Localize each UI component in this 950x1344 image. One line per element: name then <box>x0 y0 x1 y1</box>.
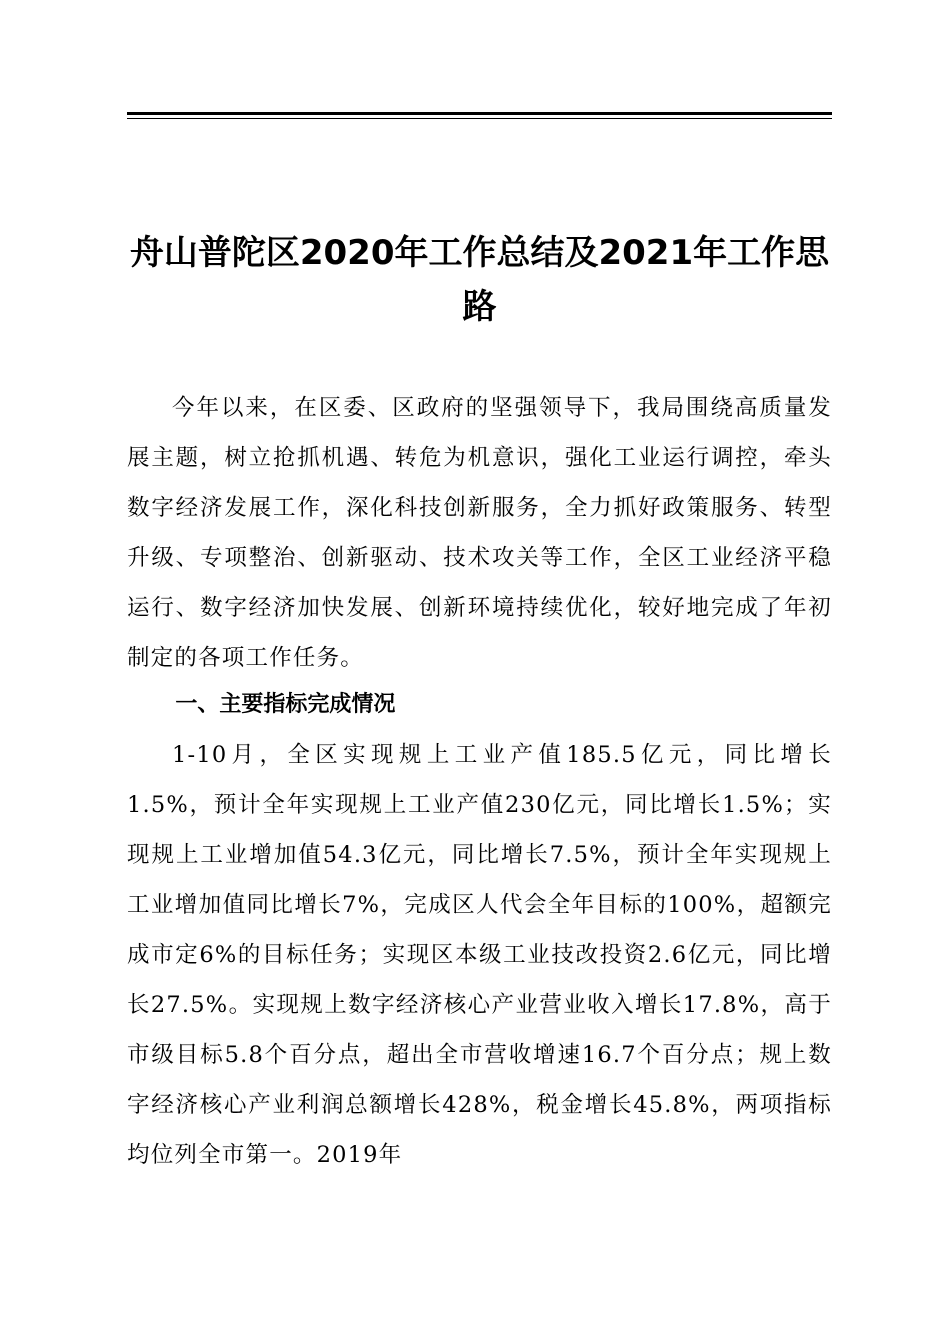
section-heading: 一、主要指标完成情况 <box>175 692 396 717</box>
intro-paragraph: 今年以来，在区委、区政府的坚强领导下，我局围绕高质量发展主题，树立抢抓机遇、转危为机意识，强化工业运行调控，牵头数字经济发展工作，深化科技创新服务，全力抓好政策服务、转型升级、专项整治、创新驱动、技术攻关等工作，全区工业经济平稳运行、数字经济加快发展、创新环境持续优化，较好地完成了年初制定的各项工作任务。 <box>127 395 832 671</box>
header-rule-thick <box>127 112 832 115</box>
document-title: 舟山普陀区2020年工作总结及2021年工作思路 <box>129 233 830 327</box>
header-rule-thin <box>127 118 832 119</box>
section-paragraph: 1-10月，全区实现规上工业产值185.5亿元，同比增长1.5%，预计全年实现规上工业产值230亿元，同比增长1.5%；实现规上工业增加值54.3亿元，同比增长7.5%，预计全年实现规上工业增加值同比增长7%，完成区人代会全年目标的100%，超额完成市定6%的目标任务；实现区本级工业技改投资2.6亿元，同比增长27.5%。实现规上数字经济核心产业营业收入增长17.8%，高于市级目标5.8个百分点，超出全市营收增速16.7个百分点；规上数字经济核心产业利润总额增长428%，税金增长45.8%，两项指标均位列全市第一。2019年 <box>127 742 832 1168</box>
